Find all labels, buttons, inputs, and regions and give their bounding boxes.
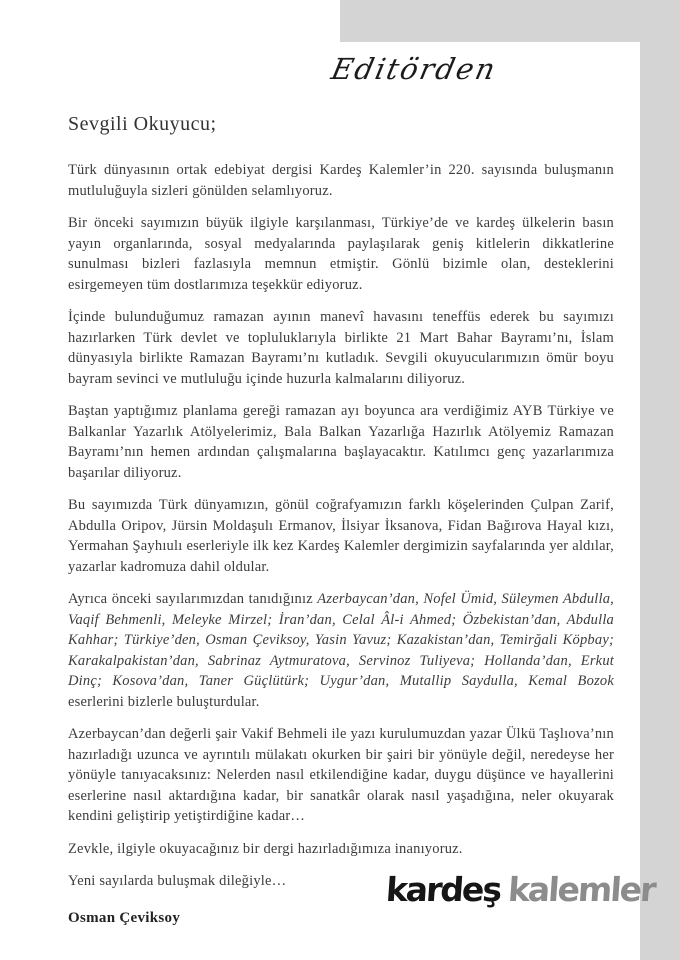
paragraph-workshops: Baştan yaptığımız planlama gereği ramazan ayı boyunca ara verdiğimiz AYB Türkiye ve Balkanlar Yazarlık Atölyelerimiz, Bala Balkan Yazarlığa Hazırlık Atölyemiz Ramazan Bayramı’nın hemen ardından çalışmalarına başlayacaktır. Katılımcı genç yazarlarımıza başarılar diliyoruz. [68,403,614,481]
top-gray-band [340,0,680,42]
magazine-logo [385,870,656,909]
right-gray-band [640,0,680,960]
logo-word-kardes: kardeş [384,870,502,909]
paragraph-new-authors: Bu sayımızda Türk dünyamızın, gönül coğrafyamızın farklı köşelerinden Çulpan Zarif, Abdulla Oripov, Jürsin Moldaşulı Ermanov, İlsiyar İksanova, Fidan Bağırova Hayal kızı, Yermahan Şayhıulı eserleriyle ilk kez Kardeş Kalemler dergimizin sayfalarında yer aldılar, yazarlar kadromuza dahil oldular. [68,497,614,575]
paragraph-contributors [68,589,614,712]
logo-word-kalemler: kalemler [506,870,656,909]
paragraph-welcome: Türk dünyasının ortak edebiyat dergisi Kardeş Kalemler’in 220. sayısında buluşmanın mutluluğuyla sizleri gönülden selamlıyoruz. [68,162,614,199]
page-title: Editörden [328,52,501,86]
greeting-line: Sevgili Okuyucu; [68,113,217,135]
paragraph-interview: Azerbaycan’dan değerli şair Vakif Behmeli ile yazı kurulumuzdan yazar Ülkü Taşlıova’nın hazırladığı uzunca ve ayrıntılı mülakatı okurken bir şairi bir yönüyle değil, neredeyse her yönüyle tanıyacaksınız: Nelerden nasıl etkilendiğine kadar, duygu düşünce ve hayallerini eserlerine nasıl aktardığına kadar, bir sanatkâr olarak nasıl yaşadığına, neler okuyarak kendini geliştirip yetiştirdiğine kadar… [68,726,614,824]
contributors-names: Azerbaycan’dan, Nofel Ümid, Süleymen Abdulla, Vaqif Behmenli, Meleyke Mirzel; İran’dan, Celal Âl-i Ahmed; Özbekistan’dan, Abdulla Kahhar; Türkiye’den, Osman Çeviksoy, Yasin Yavuz; Kazakistan’dan, Temirğali Köpbay; Karakalpakistan’dan, Sabrinaz Aytmuratova, Servinoz Tuliyeva; Hollanda’dan, Erkut Dinç; Kosova’dan, Taner Güçlütürk; Uygur’dan, Mutallip Saydulla, Kemal Bozok [68,591,614,689]
editor-signature: Osman Çeviksoy [68,909,181,926]
paragraph-ramadan: İçinde bulunduğumuz ramazan ayının manevî havasını teneffüs ederek bu sayımızı hazırlarken Türk devlet ve topluluklarıyla birlikte 21 Mart Bahar Bayramı’nı, İslam dünyasıyla birlikte Ramazan Bayramı’nı kutladık. Sevgili okuyucularımızın ömür boyu bayram sevinci ve mutluluğu içinde huzurla kalmalarını diliyoruz. [68,309,614,387]
paragraph-closing: Zevkle, ilgiyle okuyacağınız bir dergi hazırladığımıza inanıyoruz. [68,840,463,857]
paragraph-farewell: Yeni sayılarda buluşmak dileğiyle… [68,873,287,889]
contributors-prefix: Ayrıca önceki sayılarımızdan tanıdığınız [68,591,318,607]
contributors-suffix: eserlerini bizlerle buluşturdular. [68,693,260,710]
editorial-content [68,112,614,927]
paragraph-previous-issue: Bir önceki sayımızın büyük ilgiyle karşılanması, Türkiye’de ve kardeş ülkelerin basın yayın organlarında, sosyal medyalarında paylaşılarak geniş kitlelerin dikkatlerine sunulması bizleri fazlasıyla memnun etmiştir. Gönlü bizimle olan, desteklerini esirgemeyen tüm dostlarımıza teşekkür ediyoruz. [68,215,614,293]
